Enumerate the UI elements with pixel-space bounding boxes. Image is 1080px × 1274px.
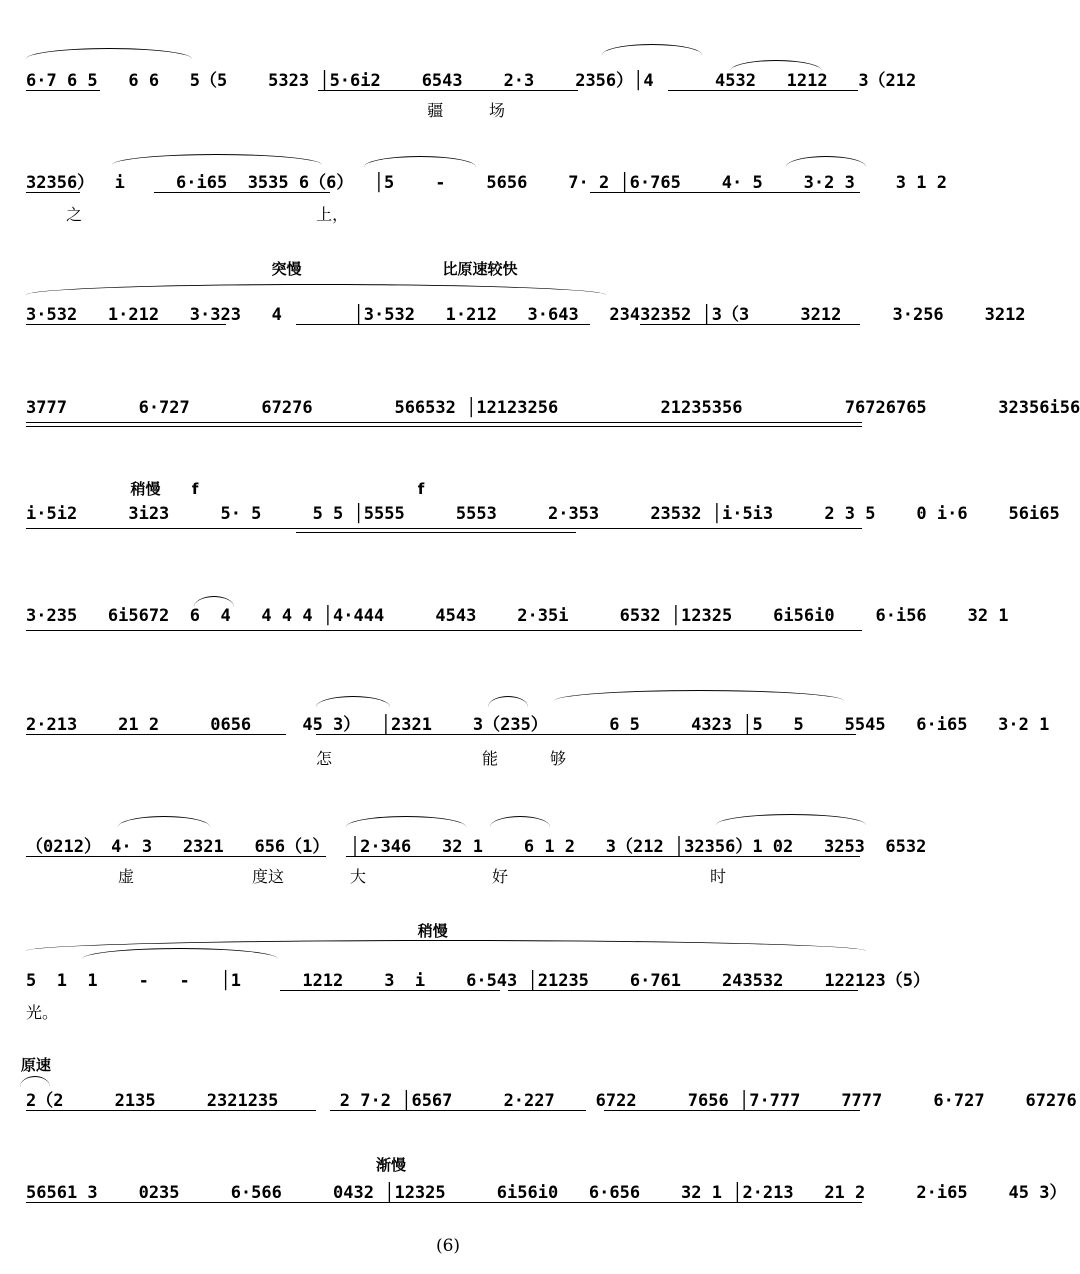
lyric-word: 好 [492, 867, 509, 886]
beam [26, 856, 326, 857]
notation-line: 3·235 6i5672 6 4 4 4 4 │4·444 4543 2·35i 6532 │12325 6i56i0 6·i56 32 1 [26, 606, 1009, 626]
beam [26, 192, 80, 193]
notation-line: 6·7 6 5 6 6 5（5 5323 │5·6i2 6543 2·3 2356）│4 4532 1212 3（212 [26, 71, 917, 91]
page-number: (6) [435, 1236, 461, 1256]
slur [364, 156, 476, 167]
tempo-marks: 突慢 比原速较快 [0, 260, 518, 278]
beam [346, 856, 860, 857]
beam [604, 1110, 860, 1111]
beam [26, 324, 226, 325]
beam [154, 192, 330, 193]
slur [346, 816, 466, 827]
beam [26, 1110, 316, 1111]
dynamics-marks: 稍慢 f f [0, 480, 425, 498]
slur [26, 284, 606, 295]
notation-line: 56561 3 0235 6·566 0432 │12325 6i56i0 6·656 32 1 │2·213 21 2 2·i65 45 3） [26, 1183, 1067, 1203]
slur [554, 690, 844, 701]
beam [26, 528, 862, 529]
beam [640, 324, 860, 325]
tempo-marks: 渐慢 [0, 1156, 406, 1174]
notation-line: 2·213 21 2 0656 45 3） │2321 3（235） 6 5 4323 │5 5 5545 6·i65 3·2 1 [26, 715, 1050, 735]
slur [26, 48, 192, 59]
tempo-marks: 原速 [0, 1056, 51, 1074]
slur [316, 696, 390, 707]
beam [26, 90, 100, 91]
lyrics-line: 疆 场 [0, 101, 505, 120]
notation-line: 2（2 2135 2321235 2 7·2 │6567 2·227 6722 7656 │7·777 7777 6·727 67276 [26, 1091, 1077, 1111]
slur [716, 814, 866, 825]
beam [318, 90, 578, 91]
beam [508, 990, 858, 991]
slur [786, 156, 866, 167]
lyric-word: 够 [550, 749, 567, 768]
slur [112, 154, 322, 165]
slur [488, 696, 528, 707]
tempo-marks: 稍慢 [0, 922, 448, 940]
notation-line: 5 1 1 - - │1 1212 3 i 6·543 │21235 6·761 243532 122123（5） [26, 971, 930, 991]
lyric-word: 度这 [252, 867, 285, 886]
slur [602, 44, 702, 55]
beam [26, 734, 286, 735]
lyrics-line: 之 上， [0, 205, 349, 224]
slur [118, 816, 210, 827]
lyrics-line: 光。 [26, 1003, 59, 1022]
beam [590, 192, 860, 193]
lyric-word: 大 [350, 867, 367, 886]
notation-line: 32356） i 6·i65 3535 6（6） │5 - 5656 7· 2 │6·765 4· 5 3·2 3 3 1 2 [26, 173, 947, 193]
beam [296, 324, 590, 325]
beam [668, 90, 858, 91]
beam [280, 990, 500, 991]
notation-line: i·5i2 3i23 5· 5 5 5 │5555 5553 2·353 23532 │i·5i3 2 3 5 0 i·6 56i65 [26, 504, 1060, 524]
lyric-word: 能 [482, 749, 499, 768]
beam [26, 630, 862, 631]
lyric-word: 虚 [118, 867, 135, 886]
slur [490, 816, 550, 827]
beam [26, 1202, 862, 1203]
beam [26, 426, 862, 427]
lyric-word: 时 [710, 867, 727, 886]
notation-line: 3·532 1·212 3·323 4 │3·532 1·212 3·643 23432352 │3（3 3212 3·256 3212 [26, 305, 1026, 325]
beam [330, 1110, 586, 1111]
beam [316, 734, 856, 735]
beam [296, 532, 576, 533]
notation-line: 3777 6·727 67276 566532 │12123256 21235356 76726765 32356i56 [26, 398, 1080, 418]
lyric-word: 怎 [316, 749, 333, 768]
notation-line: （0212） 4· 3 2321 656（1） │2·346 32 1 6 1 2 3（212 │32356）1 02 3253 6532 [26, 837, 927, 857]
beam [26, 422, 862, 423]
